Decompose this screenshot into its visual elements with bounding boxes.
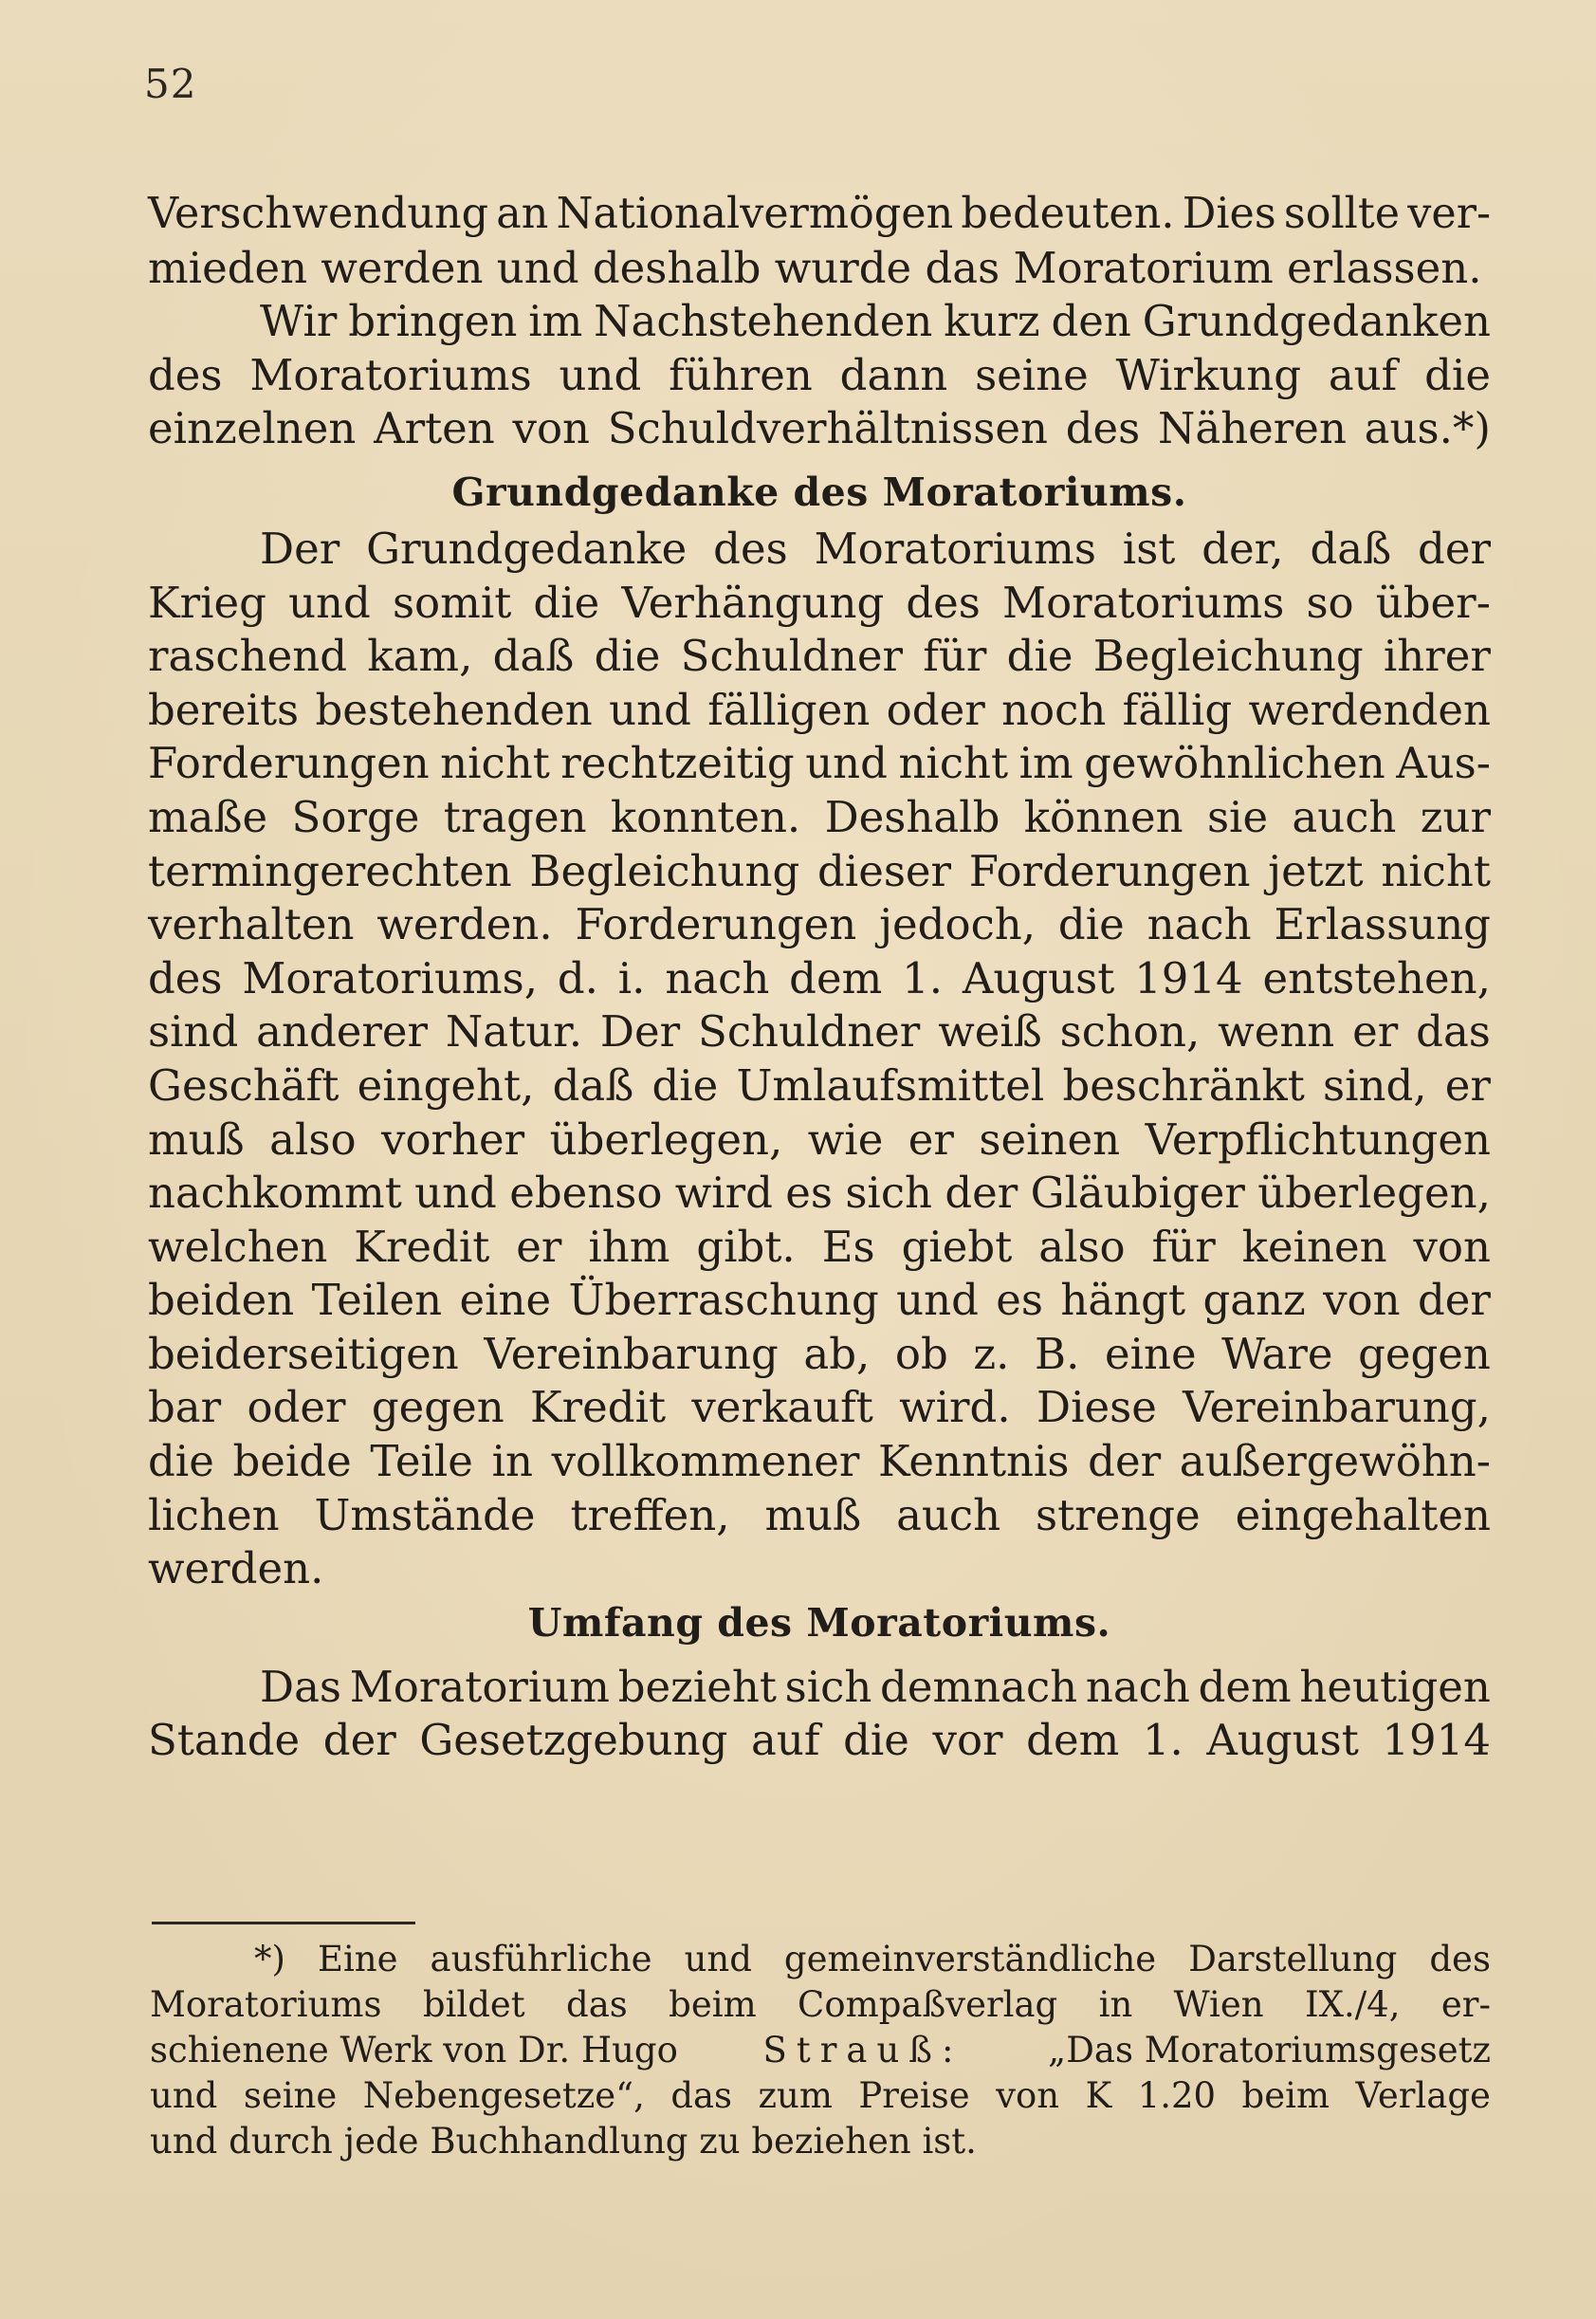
word: beschränkt [1062, 1059, 1305, 1111]
footnote-line [150, 1982, 1491, 2028]
word: Krieg [148, 577, 266, 628]
word: gibt. [696, 1221, 796, 1272]
word: Wirkung [1115, 349, 1302, 400]
word: gegen [371, 1382, 504, 1433]
word: also [1038, 1221, 1126, 1272]
word: dem [1026, 1715, 1120, 1766]
text-line [148, 1221, 1491, 1275]
word: dem [1198, 1661, 1292, 1712]
word: sollte [1283, 190, 1401, 238]
word: des [713, 523, 788, 574]
word: für [923, 631, 987, 682]
word: und [896, 1275, 979, 1326]
text-line-content: werden. [148, 1543, 324, 1594]
word: der [945, 1168, 1018, 1219]
word: nicht [898, 738, 1009, 789]
word: Moratoriums, [242, 952, 538, 1003]
word: beim [1241, 2075, 1330, 2116]
word: termingerechten [148, 845, 512, 896]
word: ab, [803, 1328, 871, 1379]
word: für [1151, 1221, 1216, 1272]
word: sind [148, 1006, 239, 1058]
word: bildet [422, 1984, 525, 2025]
word: anderer [256, 1006, 429, 1058]
word: weiß [938, 1006, 1042, 1058]
word: Eine [317, 1939, 398, 1979]
word: des [1065, 403, 1141, 454]
word: Grundgedanken [1142, 296, 1491, 347]
word: nachkommt [148, 1168, 402, 1219]
text-line [148, 1435, 1491, 1489]
word: Moratoriums [249, 349, 532, 400]
word: Preise [858, 2075, 970, 2116]
word: und [150, 2075, 218, 2116]
word: Verschwendung [148, 190, 489, 238]
word: aus.*) [1364, 403, 1491, 454]
word: Der [260, 523, 340, 574]
text-line [148, 1113, 1491, 1168]
word: nicht [1381, 845, 1491, 896]
word: ob [894, 1328, 948, 1379]
word: im [528, 296, 583, 347]
word: Moratoriums [150, 1984, 382, 2025]
word: konnten. [610, 791, 801, 842]
word: nach [1085, 1661, 1190, 1712]
word: und [609, 684, 691, 735]
word: Der [599, 1006, 681, 1058]
word: des [148, 952, 223, 1003]
word: im [1018, 738, 1073, 789]
word: er [516, 1221, 562, 1272]
word: 1914 [1382, 1715, 1491, 1766]
word: Nebengesetze“, [362, 2075, 645, 2116]
word: 1. [1142, 1715, 1183, 1766]
word: IX./4, [1304, 1984, 1401, 2025]
word: der [1417, 1275, 1491, 1326]
word: und [288, 577, 371, 628]
word: Kredit [530, 1382, 667, 1433]
word: Näheren [1157, 403, 1347, 454]
word: kam, [367, 631, 473, 682]
word: überlegen, [1257, 1168, 1491, 1219]
word: demnach [880, 1661, 1078, 1712]
word: der, [1202, 523, 1284, 574]
word: nach [1147, 899, 1252, 950]
word: vorher [381, 1113, 525, 1165]
text-line [148, 1661, 1491, 1715]
word: eine [1104, 1328, 1197, 1379]
word: sie [1206, 791, 1269, 842]
word: Nachstehenden [594, 296, 933, 347]
text-line [148, 523, 1491, 577]
word: Vereinbarung [484, 1328, 779, 1379]
word: 1914 [1134, 952, 1243, 1003]
word: Verhängung [621, 577, 885, 628]
word: den [1051, 296, 1131, 347]
word: muß [148, 1113, 245, 1165]
word: Umstände [314, 1489, 536, 1540]
text-line [148, 1714, 1491, 1768]
word: entstehen, [1262, 952, 1491, 1003]
word: der [1088, 1436, 1162, 1487]
word: ganz [1202, 1275, 1306, 1326]
text-line [148, 349, 1491, 403]
word: er- [1440, 1984, 1491, 2025]
word: daß [1310, 523, 1392, 574]
word: es [996, 1275, 1044, 1326]
word: fälligen [707, 684, 871, 735]
word: daß [552, 1059, 634, 1111]
text-line [148, 1381, 1491, 1435]
word: Vereinbarung, [1183, 1382, 1491, 1433]
word: Compaßverlag [798, 1984, 1058, 2025]
text-line [148, 1005, 1491, 1059]
word: gewöhnlichen [1084, 738, 1385, 789]
word: der [322, 1715, 396, 1766]
word: Es [821, 1221, 875, 1272]
word: ihrer [1383, 631, 1491, 682]
word: die [594, 631, 661, 682]
text-line [148, 791, 1491, 845]
word: B. [1035, 1328, 1080, 1379]
word: muß [764, 1489, 862, 1540]
word: Gesetzgebung [419, 1715, 728, 1766]
text-line [148, 295, 1491, 349]
word: die [651, 1059, 719, 1111]
word: verkauft [691, 1382, 873, 1433]
word: i. [617, 952, 646, 1003]
footnote-line-content: und durch jede Buchhandlung zu beziehen ist. [150, 2121, 977, 2162]
word: beiden [148, 1275, 295, 1326]
footnote [150, 1937, 1491, 2164]
word: die [148, 1436, 214, 1487]
word: überlegen, [549, 1113, 783, 1165]
word: fällig [1122, 684, 1233, 735]
word: Dies [1182, 190, 1276, 238]
word: Schuldverhältnissen [607, 403, 1048, 454]
word: werdenden [1248, 684, 1491, 735]
word: zur [1420, 791, 1491, 842]
word: von [996, 2075, 1060, 2116]
word: Teilen [311, 1275, 443, 1326]
word: und [805, 738, 888, 789]
word: die [1006, 631, 1073, 682]
word: sich [845, 1168, 933, 1219]
word: schon, [1059, 1006, 1201, 1058]
word: Umlaufsmittel [736, 1059, 1045, 1111]
body-text [148, 188, 1491, 1768]
section-heading: Grundgedanke des Moratoriums. [451, 469, 1187, 515]
word: Moratorium [349, 1661, 610, 1712]
word: ver- [1407, 190, 1491, 238]
word: er [1352, 1006, 1399, 1058]
word: Wien [1173, 1984, 1264, 2025]
word: das [566, 1984, 628, 2025]
word: also [269, 1113, 357, 1165]
word: beiderseitigen [148, 1328, 459, 1379]
word: eingehalten [1235, 1489, 1491, 1540]
text-line [148, 1489, 1491, 1543]
word: wie [807, 1113, 884, 1165]
word: Wir [260, 296, 338, 347]
word: Forderungen [148, 738, 430, 789]
word: und [414, 1168, 497, 1219]
word: außergewöhn- [1179, 1436, 1491, 1487]
text-line [148, 1328, 1491, 1382]
word: noch [1001, 684, 1107, 735]
text-line [148, 737, 1491, 791]
word: Forderungen [968, 845, 1251, 896]
text-line [148, 845, 1491, 899]
footnote-line [150, 2073, 1491, 2119]
text-line [148, 1274, 1491, 1328]
word: des [906, 577, 981, 628]
word: das [1416, 1006, 1491, 1058]
word: er [908, 1113, 954, 1165]
word: dieser [817, 845, 952, 896]
word: heutigen [1299, 1661, 1491, 1712]
word: auch [1292, 791, 1397, 842]
word: an [496, 190, 549, 238]
footnote-line-content: schienene Werk von Dr. Hugo [150, 2030, 678, 2071]
word: seine [243, 2075, 338, 2116]
word: beim [669, 1984, 757, 2025]
word: können [1023, 791, 1183, 842]
word: die [1057, 899, 1125, 950]
word: auf [751, 1715, 820, 1766]
word: Kredit [354, 1221, 490, 1272]
word: bereits [148, 684, 300, 735]
text-line [148, 1167, 1491, 1221]
word: kurz [944, 296, 1040, 347]
word: gegen [1358, 1328, 1491, 1379]
word: Arten [374, 403, 495, 454]
word: und [684, 1939, 752, 1979]
word: er [1444, 1059, 1491, 1111]
word: Geschäft [148, 1059, 339, 1111]
word: daß [492, 631, 575, 682]
word: 1.20 [1137, 2075, 1217, 2116]
text-line [148, 630, 1491, 684]
text-line [148, 577, 1491, 631]
word: keinen [1241, 1221, 1387, 1272]
word: Schuldner [680, 631, 903, 682]
word: Ware [1221, 1328, 1333, 1379]
word: Teile [370, 1436, 473, 1487]
word: bestehenden [315, 684, 593, 735]
word: treffen, [570, 1489, 730, 1540]
word: nach [665, 952, 770, 1003]
word: dann [839, 349, 948, 400]
word: jetzt [1268, 845, 1364, 896]
word: Erlassung [1274, 899, 1491, 950]
word: z. [973, 1328, 1010, 1379]
word: Verpflichtungen [1145, 1113, 1491, 1165]
word: tragen [443, 791, 587, 842]
word: 1. [902, 952, 944, 1003]
word: bedeuten. [961, 190, 1175, 238]
word: sind, [1323, 1059, 1427, 1111]
word: welchen [148, 1221, 328, 1272]
word: Sorge [291, 791, 420, 842]
footnote-line [150, 2028, 1491, 2073]
word: so [1306, 577, 1354, 628]
word: es [785, 1168, 834, 1219]
text-line [148, 402, 1491, 456]
word: werden. [376, 899, 553, 950]
word: bringen [348, 296, 518, 347]
word: eine [459, 1275, 552, 1326]
word: über- [1375, 577, 1491, 628]
word: in [1098, 1984, 1133, 2025]
footnote-author: Strauß: [762, 2030, 963, 2071]
word: hängt [1060, 1275, 1186, 1326]
word: oder [886, 684, 985, 735]
word: Stande [148, 1715, 301, 1766]
word: Aus- [1396, 738, 1491, 789]
footnote-divider [152, 1922, 415, 1924]
word: Moratoriums [814, 523, 1096, 574]
section-heading: Umfang des Moratoriums. [527, 1599, 1111, 1646]
word: die [1424, 349, 1491, 400]
word: vollkommener [551, 1436, 860, 1487]
word: beide [232, 1436, 352, 1487]
word: eingeht, [357, 1059, 535, 1111]
text-line [148, 684, 1491, 738]
word: und [559, 349, 642, 400]
word: von [1323, 1275, 1401, 1326]
word: von [1413, 1221, 1491, 1272]
word: zum [758, 2075, 833, 2116]
word: ausführliche [430, 1939, 652, 1979]
word: die [533, 577, 600, 628]
word: Grundgedanke [366, 523, 688, 574]
text-line [148, 952, 1491, 1006]
footnote-line [150, 2119, 1491, 2164]
word: maße [148, 791, 268, 842]
text-line [148, 898, 1491, 952]
text-line [148, 1059, 1491, 1113]
word: auch [896, 1489, 1001, 1540]
word: des [148, 349, 223, 400]
text-line [148, 1542, 1491, 1596]
word: somit [392, 577, 512, 628]
word: ist [1122, 523, 1176, 574]
word: Kenntnis [877, 1436, 1070, 1487]
word: August [1206, 1715, 1359, 1766]
word: wird. [899, 1382, 1011, 1433]
word: strenge [1036, 1489, 1201, 1540]
word: gemeinverständliche [783, 1939, 1157, 1979]
word: oder [247, 1382, 346, 1433]
word: Deshalb [824, 791, 1000, 842]
word: Forderungen [575, 899, 857, 950]
word: giebt [901, 1221, 1013, 1272]
text-line [148, 188, 1491, 242]
word: auf [1328, 349, 1398, 400]
word: Begleichung [1092, 631, 1364, 682]
word: wenn [1218, 1006, 1335, 1058]
word: bar [148, 1382, 222, 1433]
word: einzelnen [148, 403, 357, 454]
word: raschend [148, 631, 348, 682]
word: Darstellung [1188, 1939, 1398, 1979]
word: Begleichung [529, 845, 800, 896]
text-line [148, 242, 1491, 296]
word: des [1429, 1939, 1491, 1979]
word: K [1085, 2075, 1112, 2116]
word: das [670, 2075, 733, 2116]
page-number: 52 [144, 61, 197, 107]
word: sich [784, 1661, 872, 1712]
word: *) [254, 1939, 285, 1979]
word: in [491, 1436, 533, 1487]
footnote-line [150, 1937, 1491, 1982]
word: führen [669, 349, 813, 400]
word: Natur. [445, 1006, 583, 1058]
word: rechtzeitig [560, 738, 795, 789]
word: dem [789, 952, 883, 1003]
word: Verlage [1355, 2075, 1491, 2116]
word: seinen [979, 1113, 1121, 1165]
word: Nationalvermögen [556, 190, 954, 238]
word: ihm [588, 1221, 670, 1272]
word: wird [674, 1168, 773, 1219]
word: ebenso [509, 1168, 663, 1219]
footnote-title-start: „Das Moratoriumsgesetz [1048, 2030, 1491, 2071]
word: Schuldner [698, 1006, 921, 1058]
word: lichen [148, 1489, 280, 1540]
word: verhalten [148, 899, 355, 950]
word: vor [932, 1715, 1003, 1766]
word: August [962, 952, 1115, 1003]
word: jedoch, [879, 899, 1036, 950]
word: Moratoriums [1002, 577, 1285, 628]
word: die [843, 1715, 909, 1766]
word: bezieht [617, 1661, 777, 1712]
text-line-content: mieden werden und deshalb wurde das Moratorium erlassen. [148, 242, 1482, 293]
word: Diese [1036, 1382, 1157, 1433]
word: Gläubiger [1030, 1168, 1245, 1219]
word: Überraschung [568, 1275, 879, 1326]
word: seine [975, 349, 1089, 400]
word: Das [260, 1661, 342, 1712]
word: von [512, 403, 591, 454]
word: der [1418, 523, 1491, 574]
word: d. [557, 952, 598, 1003]
word: nicht [440, 738, 550, 789]
